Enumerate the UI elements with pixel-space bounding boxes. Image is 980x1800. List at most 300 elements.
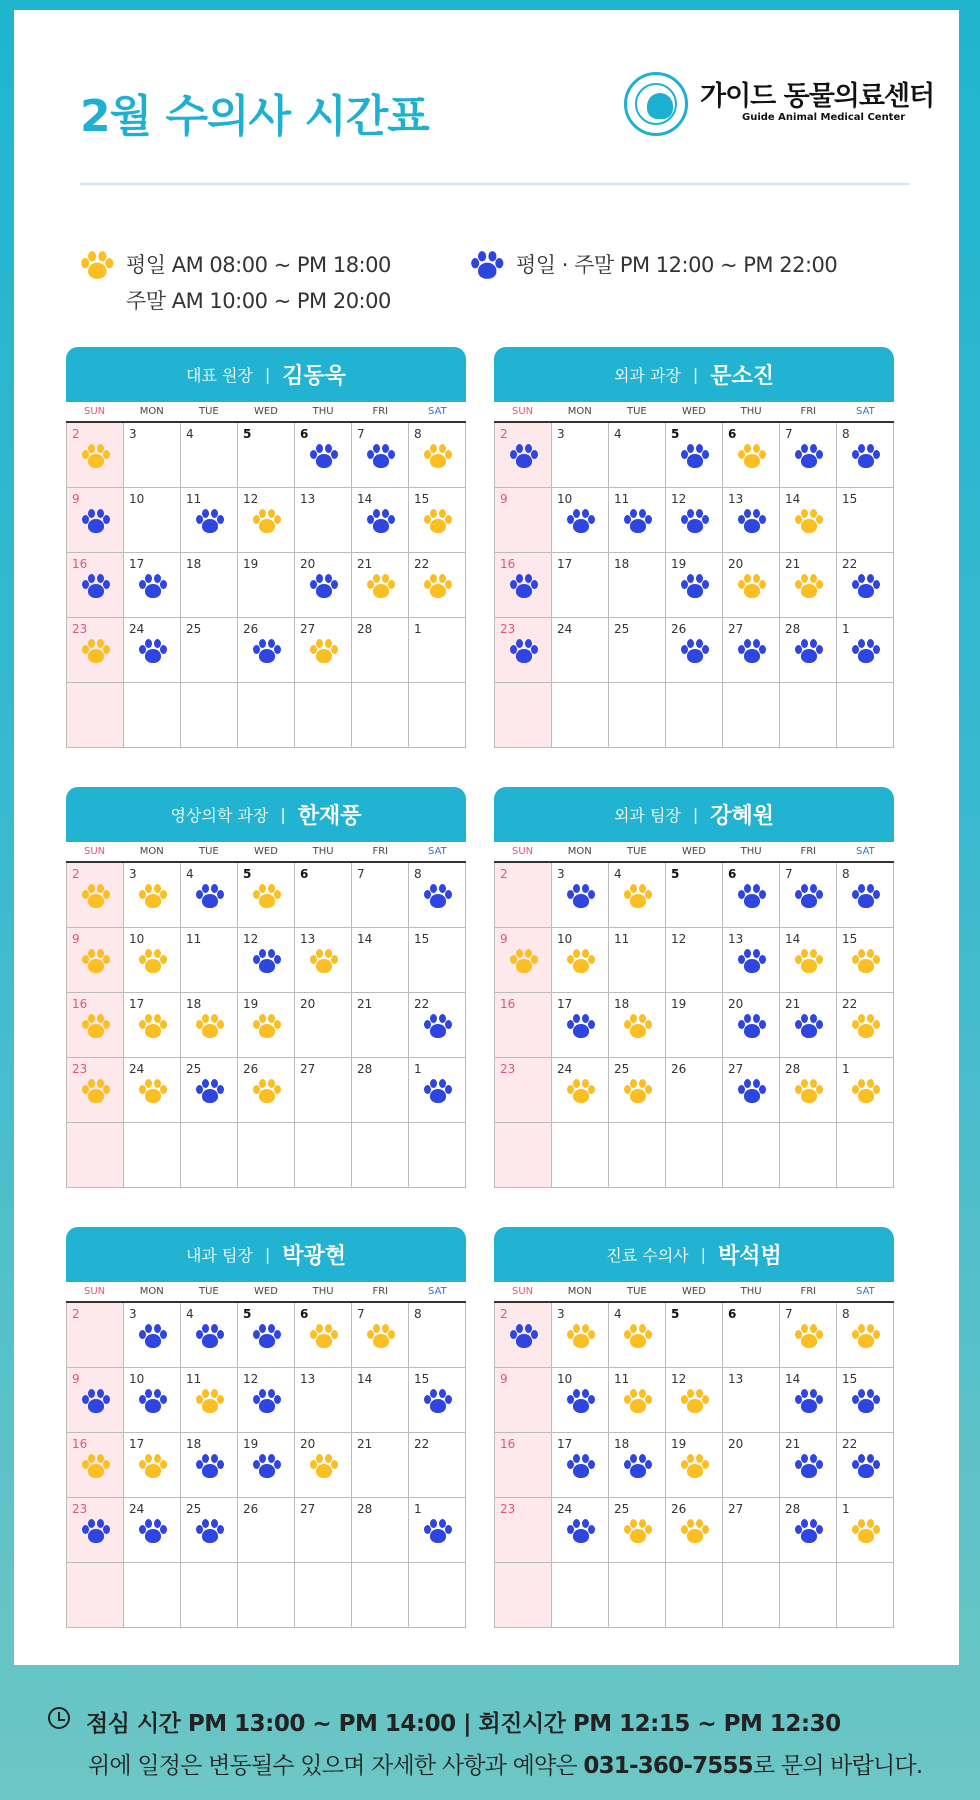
day-number: 8 — [842, 867, 850, 881]
day-cell — [552, 553, 609, 618]
shift-marker — [794, 1323, 824, 1355]
day-cell — [124, 928, 181, 993]
day-cell — [352, 683, 409, 748]
weekday-label: SAT — [428, 846, 447, 857]
blue-paw-icon — [623, 1453, 653, 1481]
blue-paw-icon — [509, 573, 539, 601]
day-number: 1 — [842, 1062, 850, 1076]
shift-marker — [138, 1323, 168, 1355]
day-cell — [495, 928, 552, 993]
day-number: 1 — [842, 1502, 850, 1516]
shift-marker — [794, 1388, 824, 1420]
shift-marker — [195, 883, 225, 915]
day-number: 19 — [243, 997, 259, 1011]
blue-paw-icon — [81, 573, 111, 601]
day-number: 22 — [414, 1437, 430, 1451]
shift-marker — [138, 1013, 168, 1045]
calendar-5 — [66, 1227, 466, 1628]
shift-marker — [794, 443, 824, 475]
day-cell — [295, 1123, 352, 1188]
day-cell — [409, 423, 466, 488]
day-number: 6 — [300, 1307, 309, 1321]
day-cell — [124, 423, 181, 488]
blue-paw-icon — [851, 573, 881, 601]
day-cell — [67, 1368, 124, 1433]
day-cell — [780, 993, 837, 1058]
day-number: 12 — [671, 1372, 687, 1386]
footer-hours — [48, 1705, 841, 1738]
shift-marker — [566, 1078, 596, 1110]
shift-marker — [366, 508, 396, 540]
yellow-paw-icon — [566, 1078, 596, 1106]
day-number: 13 — [728, 492, 744, 506]
phone-number[interactable]: 031-360-7555 — [583, 1753, 753, 1779]
shift-marker — [851, 573, 881, 605]
calendar-header — [494, 1227, 894, 1282]
day-cell — [409, 1058, 466, 1123]
day-number: 12 — [243, 492, 259, 506]
blue-paw-icon — [737, 638, 767, 666]
day-cell — [409, 1563, 466, 1628]
weekday-label: WED — [682, 846, 706, 857]
day-cell — [67, 618, 124, 683]
shift-marker — [252, 1078, 282, 1110]
day-number: 26 — [243, 622, 259, 636]
doctor-name: 김동욱 — [282, 364, 347, 389]
shift-marker — [423, 1518, 453, 1550]
day-number: 5 — [671, 1307, 680, 1321]
weekday-label: TUE — [198, 1286, 219, 1297]
day-cell — [409, 1368, 466, 1433]
day-number: 18 — [614, 1437, 630, 1451]
doctor-role: 진료 수의사 — [606, 1246, 689, 1265]
day-cell — [723, 618, 780, 683]
day-number: 17 — [557, 997, 573, 1011]
day-cell — [723, 423, 780, 488]
weekday-label: SAT — [428, 406, 447, 417]
weekday-label: SUN — [83, 846, 106, 857]
blue-paw-icon — [794, 1453, 824, 1481]
day-cell — [495, 1498, 552, 1563]
blue-paw-icon — [680, 443, 710, 471]
footer-notice-end: 로 문의 바랍니다. — [752, 1753, 923, 1779]
day-cell — [181, 863, 238, 928]
shift-marker — [195, 508, 225, 540]
day-number: 21 — [357, 1437, 373, 1451]
day-cell — [837, 488, 894, 553]
weekday-label: TUE — [198, 846, 219, 857]
day-number: 25 — [186, 1062, 202, 1076]
day-number: 28 — [357, 622, 373, 636]
day-number: 11 — [614, 932, 630, 946]
day-cell — [495, 1433, 552, 1498]
weekday-label: SUN — [511, 846, 534, 857]
day-cell — [409, 488, 466, 553]
day-number: 25 — [186, 1502, 202, 1516]
shift-marker — [252, 948, 282, 980]
weekday-label: FRI — [372, 1286, 389, 1297]
yellow-paw-icon — [851, 1323, 881, 1351]
day-number: 1 — [842, 622, 850, 636]
day-number: 13 — [300, 492, 316, 506]
day-cell — [837, 1563, 894, 1628]
yellow-paw-icon — [680, 1518, 710, 1546]
day-number: 14 — [357, 932, 373, 946]
day-number: 6 — [728, 427, 737, 441]
day-number: 21 — [785, 557, 801, 571]
day-number: 25 — [614, 1062, 630, 1076]
day-cell — [67, 683, 124, 748]
day-number: 11 — [186, 1372, 202, 1386]
day-number: 16 — [72, 997, 88, 1011]
yellow-paw-icon — [623, 1518, 653, 1546]
yellow-paw-icon — [366, 1323, 396, 1351]
blue-paw-icon — [566, 883, 596, 911]
day-cell — [609, 1123, 666, 1188]
shift-marker — [566, 1518, 596, 1550]
shift-marker — [195, 1323, 225, 1355]
day-cell — [181, 1303, 238, 1368]
calendar-1 — [66, 347, 466, 748]
shift-marker — [794, 1013, 824, 1045]
day-cell — [723, 863, 780, 928]
blue-paw-icon — [195, 508, 225, 536]
shift-marker — [851, 1323, 881, 1355]
day-number: 24 — [129, 1062, 145, 1076]
day-cell — [723, 1498, 780, 1563]
yellow-paw-icon — [423, 443, 453, 471]
shift-marker — [851, 1013, 881, 1045]
blue-paw-icon — [470, 250, 505, 282]
shift-marker — [851, 1518, 881, 1550]
day-cell — [295, 863, 352, 928]
shift-marker — [851, 883, 881, 915]
weekday-row — [66, 842, 466, 863]
blue-paw-icon — [794, 443, 824, 471]
day-number: 27 — [728, 1502, 744, 1516]
shift-marker — [252, 1013, 282, 1045]
day-cell — [352, 1368, 409, 1433]
day-cell — [295, 928, 352, 993]
weekday-row — [66, 1282, 466, 1303]
yellow-paw-icon — [737, 443, 767, 471]
calendar-3 — [66, 787, 466, 1188]
shift-marker — [423, 883, 453, 915]
shift-marker — [195, 1078, 225, 1110]
day-number: 28 — [785, 1062, 801, 1076]
yellow-paw-icon — [794, 948, 824, 976]
weekday-label: MON — [567, 846, 592, 857]
day-number: 25 — [186, 622, 202, 636]
day-number: 27 — [300, 622, 316, 636]
day-cell — [238, 1123, 295, 1188]
day-cell — [780, 928, 837, 993]
blue-paw-icon — [138, 638, 168, 666]
day-cell — [552, 488, 609, 553]
yellow-paw-icon — [195, 1013, 225, 1041]
day-cell — [67, 1498, 124, 1563]
shift-marker — [195, 1013, 225, 1045]
blue-paw-icon — [309, 573, 339, 601]
day-cell — [124, 1498, 181, 1563]
calendar-header — [494, 347, 894, 402]
day-number: 2 — [72, 427, 80, 441]
shift-marker — [851, 1078, 881, 1110]
day-number: 24 — [557, 1502, 573, 1516]
hours-weekday: 평일 AM 08:00 ~ PM 18:00 — [126, 253, 391, 277]
day-cell — [124, 993, 181, 1058]
day-cell — [495, 683, 552, 748]
day-number: 16 — [72, 1437, 88, 1451]
blue-paw-icon — [737, 883, 767, 911]
day-number: 17 — [557, 557, 573, 571]
weekday-label: TUE — [626, 846, 647, 857]
day-cell — [609, 1303, 666, 1368]
day-cell — [238, 553, 295, 618]
weekday-label: SUN — [511, 1286, 534, 1297]
day-cell — [352, 423, 409, 488]
day-cell — [295, 1058, 352, 1123]
blue-paw-icon — [623, 508, 653, 536]
day-number: 10 — [557, 932, 573, 946]
blue-paw-icon — [737, 1078, 767, 1106]
day-cell — [837, 683, 894, 748]
day-cell — [666, 1433, 723, 1498]
shift-marker — [309, 573, 339, 605]
yellow-paw-icon — [680, 1388, 710, 1416]
yellow-paw-icon — [794, 1323, 824, 1351]
day-number: 28 — [785, 622, 801, 636]
shift-marker — [566, 948, 596, 980]
shift-marker — [195, 1518, 225, 1550]
shift-marker — [794, 1453, 824, 1485]
shift-marker — [195, 1388, 225, 1420]
day-number: 19 — [671, 997, 687, 1011]
day-cell — [780, 1123, 837, 1188]
day-number: 27 — [300, 1062, 316, 1076]
day-number: 23 — [500, 622, 516, 636]
day-cell — [181, 1368, 238, 1433]
shift-marker — [309, 948, 339, 980]
yellow-paw-icon — [195, 1388, 225, 1416]
day-cell — [609, 488, 666, 553]
day-number: 9 — [72, 1372, 80, 1386]
shift-marker — [81, 1388, 111, 1420]
day-number: 23 — [72, 622, 88, 636]
blue-paw-icon — [794, 638, 824, 666]
day-cell — [409, 1303, 466, 1368]
weekday-label: SAT — [428, 1286, 447, 1297]
day-cell — [181, 1563, 238, 1628]
day-cell — [352, 1303, 409, 1368]
day-number: 18 — [186, 997, 202, 1011]
day-cell — [352, 993, 409, 1058]
day-cell — [124, 553, 181, 618]
day-number: 24 — [129, 622, 145, 636]
blue-paw-icon — [138, 1323, 168, 1351]
day-cell — [552, 1498, 609, 1563]
day-cell — [609, 1058, 666, 1123]
day-number: 17 — [129, 557, 145, 571]
day-cell — [181, 1123, 238, 1188]
day-number: 15 — [414, 932, 430, 946]
day-cell — [238, 1433, 295, 1498]
day-number: 28 — [785, 1502, 801, 1516]
day-number: 6 — [300, 427, 309, 441]
doctor-role: 대표 원장 — [185, 366, 253, 385]
blue-paw-icon — [252, 638, 282, 666]
day-cell — [295, 488, 352, 553]
shift-marker — [81, 948, 111, 980]
day-cell — [723, 1368, 780, 1433]
day-cell — [666, 488, 723, 553]
yellow-paw-icon — [81, 883, 111, 911]
day-cell — [723, 1303, 780, 1368]
day-cell — [609, 553, 666, 618]
day-cell — [666, 1123, 723, 1188]
day-number: 5 — [671, 867, 680, 881]
blue-paw-icon — [851, 883, 881, 911]
day-number: 18 — [614, 557, 630, 571]
blue-paw-icon — [509, 443, 539, 471]
day-number: 13 — [728, 932, 744, 946]
weekday-row — [66, 402, 466, 423]
yellow-paw-icon — [680, 1453, 710, 1481]
day-number: 13 — [300, 1372, 316, 1386]
day-number: 1 — [414, 1502, 422, 1516]
day-cell — [409, 1433, 466, 1498]
day-number: 26 — [671, 622, 687, 636]
blue-paw-icon — [509, 638, 539, 666]
day-cell — [780, 683, 837, 748]
day-cell — [609, 1433, 666, 1498]
shift-marker — [737, 948, 767, 980]
blue-paw-icon — [423, 1013, 453, 1041]
day-cell — [181, 1433, 238, 1498]
header-separator: | — [264, 365, 271, 384]
header-separator: | — [280, 805, 286, 824]
yellow-paw-icon — [851, 1013, 881, 1041]
yellow-paw-icon — [794, 1078, 824, 1106]
day-number: 18 — [186, 557, 202, 571]
day-number: 6 — [728, 867, 737, 881]
yellow-paw-icon — [509, 948, 539, 976]
doctor-name: 박석범 — [718, 1244, 782, 1269]
blue-paw-icon — [309, 443, 339, 471]
day-number: 26 — [243, 1502, 259, 1516]
day-cell — [238, 1563, 295, 1628]
day-number: 8 — [414, 427, 422, 441]
day-number: 15 — [842, 1372, 858, 1386]
day-number: 24 — [129, 1502, 145, 1516]
day-number: 5 — [243, 1307, 252, 1321]
header-separator: | — [692, 365, 699, 384]
day-cell — [67, 928, 124, 993]
shift-marker — [81, 1013, 111, 1045]
weekday-label: THU — [740, 846, 762, 857]
day-cell — [409, 863, 466, 928]
day-number: 8 — [414, 867, 422, 881]
doctor-name: 한재풍 — [297, 804, 362, 829]
calendar-header — [66, 347, 466, 402]
yellow-paw-icon — [623, 883, 653, 911]
calendar-grid — [66, 423, 466, 748]
day-cell — [552, 1058, 609, 1123]
hours-all: 평일 · 주말 PM 12:00 ~ PM 22:00 — [516, 253, 838, 277]
day-cell — [295, 683, 352, 748]
blue-paw-icon — [423, 1388, 453, 1416]
blue-paw-icon — [252, 1323, 282, 1351]
day-cell — [124, 1303, 181, 1368]
day-cell — [666, 1058, 723, 1123]
calendar-grid — [494, 423, 894, 748]
blue-paw-icon — [509, 1323, 539, 1351]
day-number: 28 — [357, 1502, 373, 1516]
day-cell — [609, 928, 666, 993]
day-number: 25 — [614, 622, 630, 636]
blue-paw-icon — [680, 638, 710, 666]
calendar-header — [66, 787, 466, 842]
day-cell — [124, 488, 181, 553]
day-cell — [409, 928, 466, 993]
weekday-label: THU — [740, 1286, 762, 1297]
day-number: 3 — [129, 867, 137, 881]
day-cell — [552, 1368, 609, 1433]
calendar-grid — [494, 863, 894, 1188]
blue-paw-icon — [566, 1013, 596, 1041]
blue-paw-icon — [680, 573, 710, 601]
day-number: 22 — [842, 557, 858, 571]
header-separator: | — [700, 1245, 706, 1264]
day-cell — [295, 993, 352, 1058]
day-cell — [124, 1433, 181, 1498]
day-number: 15 — [414, 1372, 430, 1386]
blue-paw-icon — [423, 883, 453, 911]
day-cell — [723, 1563, 780, 1628]
day-number: 7 — [357, 1307, 365, 1321]
page-title: 2월 수의사 시간표 — [80, 91, 429, 142]
shift-marker — [252, 638, 282, 670]
yellow-paw-icon — [794, 573, 824, 601]
yellow-paw-icon — [138, 1453, 168, 1481]
day-cell — [67, 863, 124, 928]
day-number: 12 — [243, 1372, 259, 1386]
weekday-row — [494, 1282, 894, 1303]
shift-marker — [851, 443, 881, 475]
day-cell — [352, 1123, 409, 1188]
weekday-label: THU — [312, 406, 334, 417]
yellow-paw-icon — [566, 1323, 596, 1351]
shift-marker — [737, 1013, 767, 1045]
yellow-paw-icon — [309, 948, 339, 976]
day-cell — [837, 618, 894, 683]
day-number: 12 — [243, 932, 259, 946]
day-cell — [837, 1433, 894, 1498]
day-cell — [666, 1563, 723, 1628]
day-cell — [609, 1368, 666, 1433]
day-cell — [295, 423, 352, 488]
blue-paw-icon — [252, 1453, 282, 1481]
logo-subtitle: Guide Animal Medical Center — [742, 112, 906, 123]
day-number: 25 — [614, 1502, 630, 1516]
day-number: 17 — [129, 997, 145, 1011]
shift-marker — [423, 508, 453, 540]
day-number: 13 — [300, 932, 316, 946]
day-cell — [295, 618, 352, 683]
day-cell — [495, 1303, 552, 1368]
blue-paw-icon — [851, 638, 881, 666]
day-number: 16 — [72, 557, 88, 571]
